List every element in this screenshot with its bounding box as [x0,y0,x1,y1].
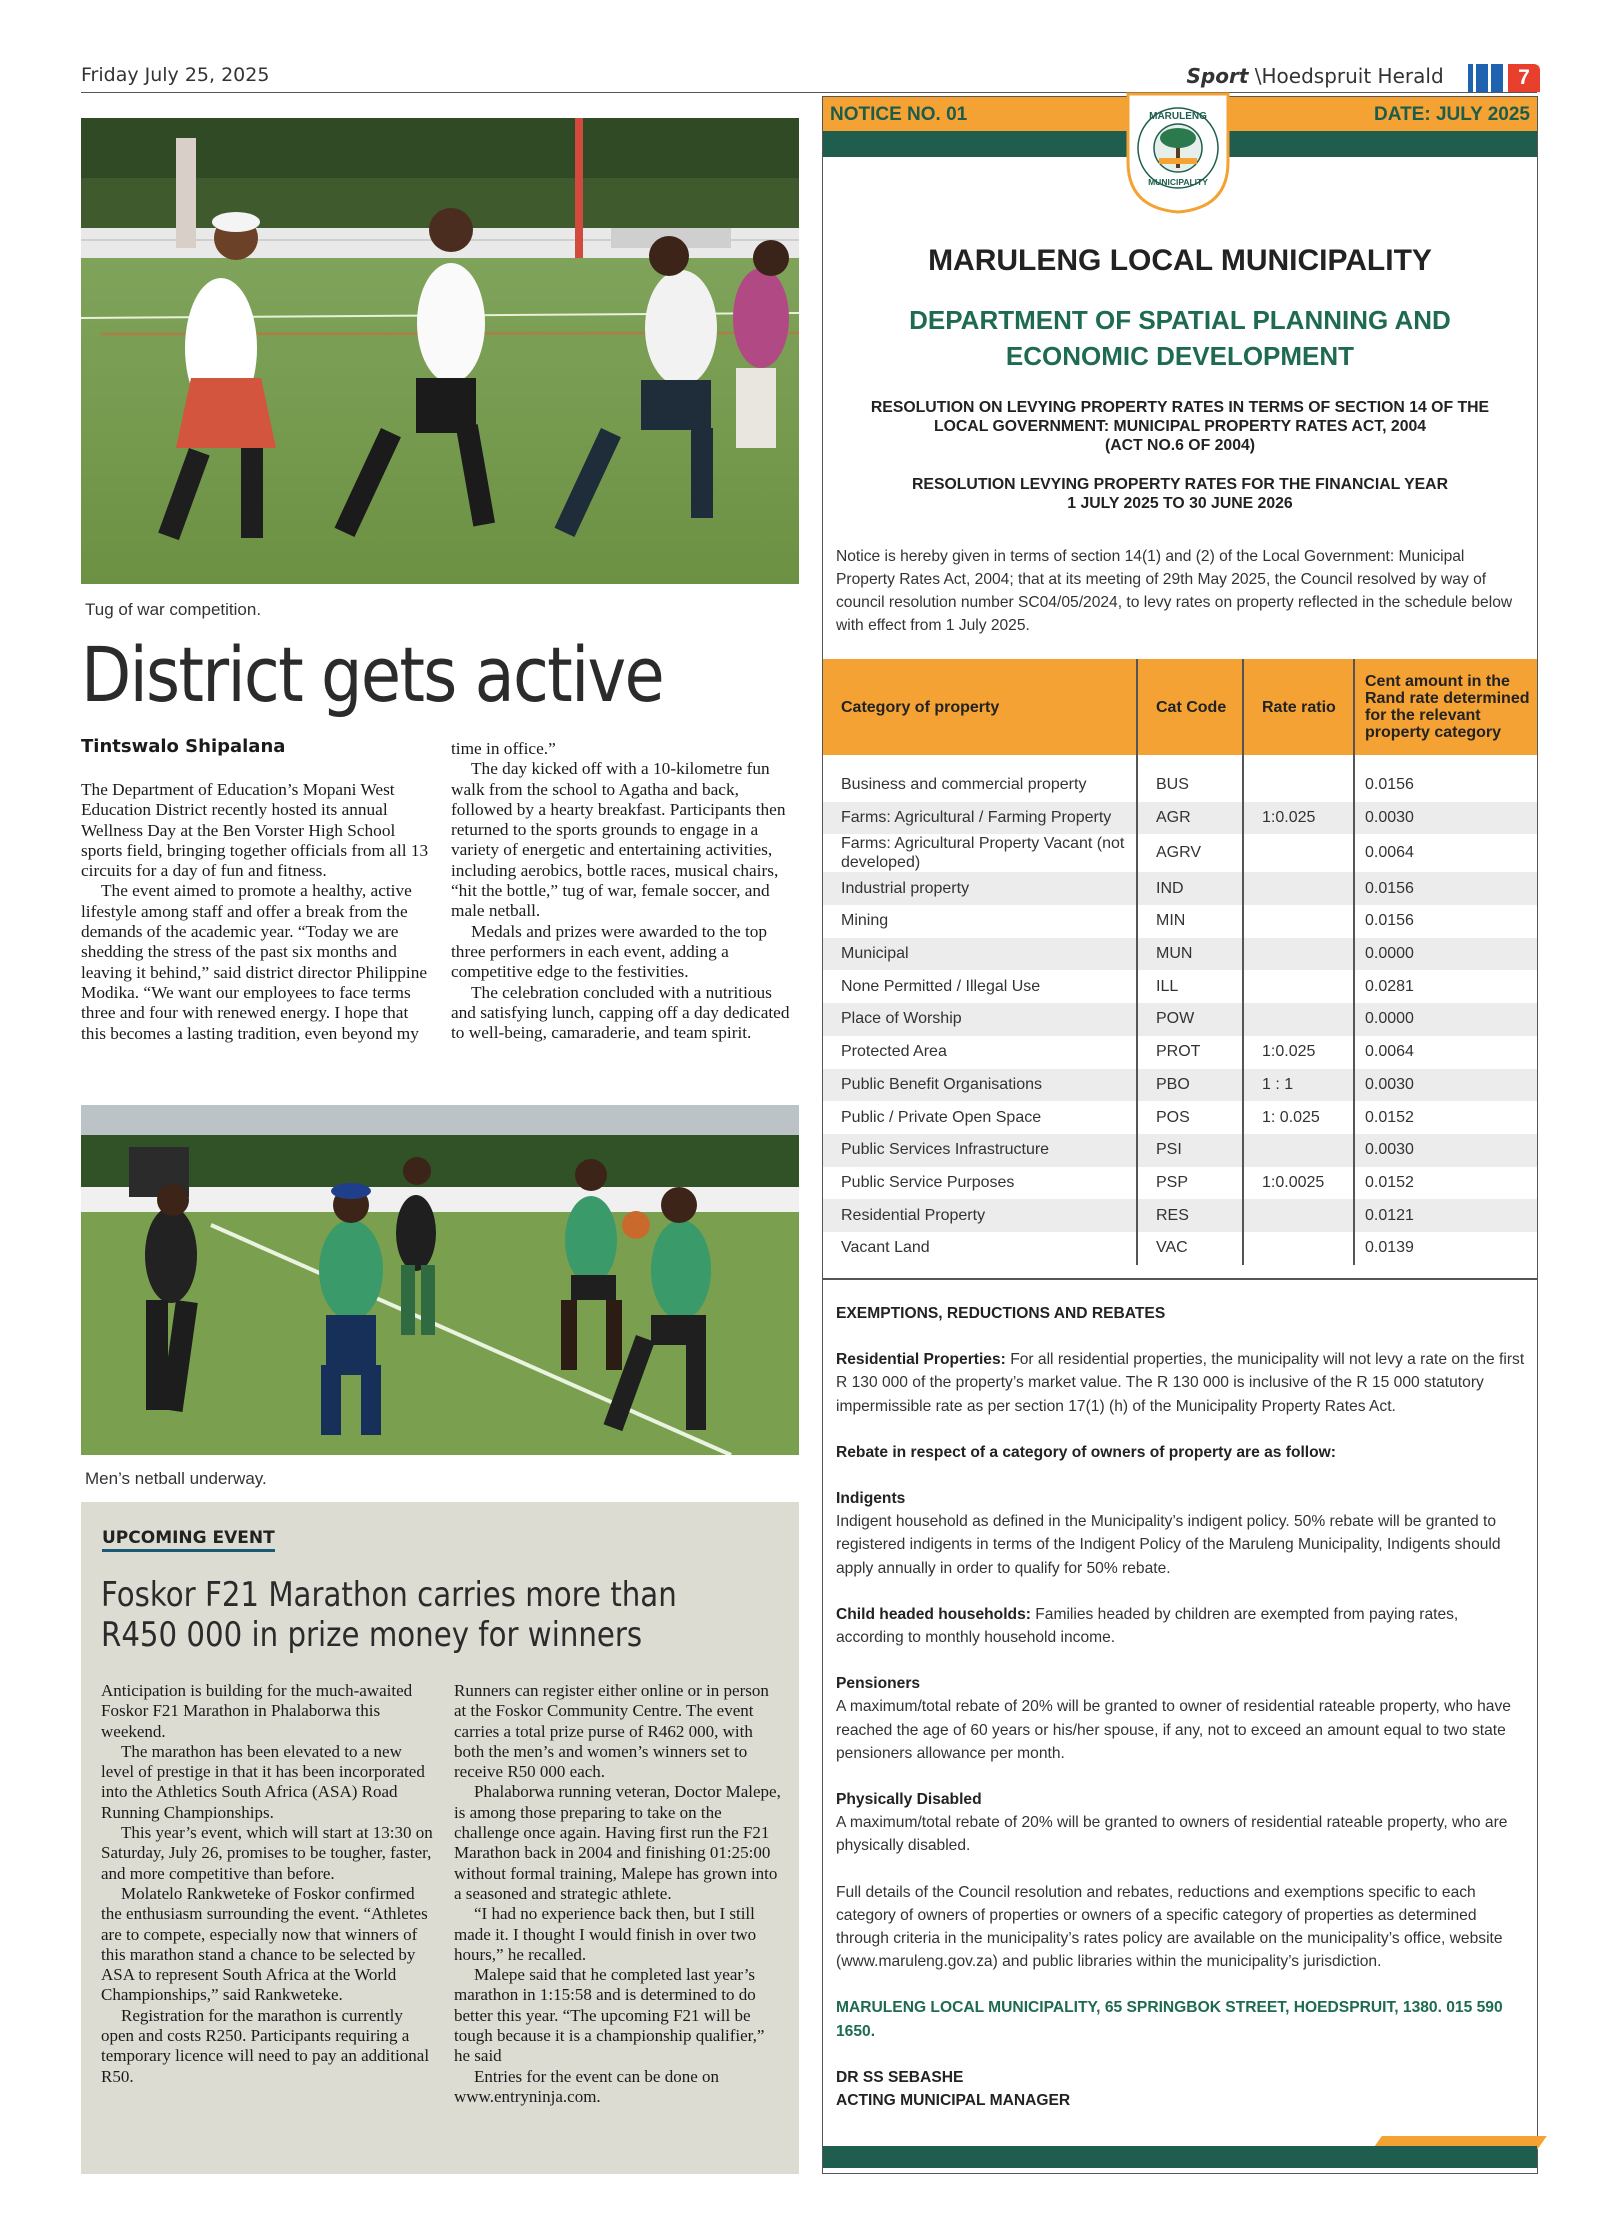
resolution-1-line-1: RESOLUTION ON LEVYING PROPERTY RATES IN TERMS OF SECTION 14 OF THE [870,399,1490,416]
article-headline: District gets active [81,630,663,719]
code-cell: MUN [1137,938,1243,971]
table-row [823,970,1537,1003]
ratio-cell [1243,1199,1354,1232]
code-cell: PBO [1137,1069,1243,1102]
table-header-cell: Category of property [823,659,1137,755]
page-number: 7 [1508,64,1540,92]
logo-top-text: MARULENG [1149,111,1207,122]
exemptions-heading: EXEMPTIONS, REDUCTIONS AND REBATES [836,1305,1166,1322]
notice-title: MARULENG LOCAL MUNICIPALITY [928,244,1432,277]
table-row [823,1101,1537,1134]
child-headed-text: Families headed by children are exempted from paying rates, according to monthly household income. [836,1605,1459,1647]
municipality-logo [1125,92,1231,214]
netball-caption: Men’s netball underway. [85,1469,267,1488]
code-cell: POS [1137,1101,1243,1134]
code-cell: AGRV [1137,834,1243,872]
table-row [823,872,1537,905]
pensioners-label: Pensioners [836,1675,921,1693]
full-details-paragraph: Full details of the Council resolution and rebates, reductions and exemptions specific to each category of owners of properties or owners of a specific category of properties as determined through criteria in the municipality’s rates policy are available on the municipality’s office, website (www.maruleng.gov.za) and public libraries within the municipality’s jurisdiction. [836,1883,1503,1971]
rebate-heading: Rebate in respect of a category of owners of property are as follow: [836,1443,1336,1461]
table-row [823,905,1537,938]
category-cell: Farms: Agricultural / Farming Property [823,802,1137,835]
cent-amount-cell: 0.0030 [1354,1134,1537,1167]
code-cell: VAC [1137,1232,1243,1265]
ratio-cell: 1:0.0025 [1243,1167,1354,1200]
table-header-row [823,659,1537,755]
notice-department [822,302,1538,374]
ratio-cell [1243,834,1354,872]
article-byline: Tintswalo Shipalana [81,736,286,757]
upcoming-paragraph: Malepe said that he completed last year’s marathon in 1:15:58 and is determined to do better this year. “The upcoming F21 will be tough because it is a championship qualifier,” he said [454,1965,765,2066]
notice-date: DATE: JULY 2025 [1374,104,1530,125]
cent-amount-cell: 0.0152 [1354,1167,1537,1200]
table-row [823,802,1537,835]
category-cell: Mining [841,912,889,930]
category-cell: Municipal [823,938,1137,971]
cent-amount-cell: 0.0000 [1354,1003,1537,1036]
disabled-label: Physically Disabled [836,1791,982,1809]
cent-amount-cell: 0.0156 [1354,755,1537,802]
category-cell: Vacant Land [841,1239,930,1257]
upcoming-event-title: Foskor F21 Marathon carries more than R450 000 in prize money for winners [101,1575,677,1655]
code-cell: POW [1137,1003,1243,1036]
tug-of-war-photo [81,118,799,584]
notice-footer-green [823,2146,1537,2168]
indigents-label: Indigents [836,1490,906,1508]
category-cell: Residential Property [823,1199,1137,1232]
pensioners-text: A maximum/total rebate of 20% will be granted to owner of residential rateable property, who have reached the age of 60 years or his/her spouse, if any, not to exceed an amount equal to two state pensioners allowance per month. [836,1698,1511,1762]
cent-amount-cell: 0.0000 [1354,938,1537,971]
pensioners-paragraph [836,1672,1526,1765]
ratio-cell [1243,970,1354,1003]
header-rule [81,92,1537,93]
table-row [823,938,1537,971]
upcoming-event-label: UPCOMING EVENT [102,1528,275,1552]
department-line-2: ECONOMIC DEVELOPMENT [1005,341,1355,371]
table-header-cell: Rate ratio [1243,659,1354,755]
table-row [823,1199,1537,1232]
cent-amount-cell: 0.0156 [1354,905,1537,938]
upcoming-paragraph: Phalaborwa running veteran, Doctor Malepe, is among those preparing to take on the challenge once again. Having first run the F21 Marathon back in 2004 and finishing 01:25:00 without formal training, Malepe has grown into a seasoned and strategic athlete. [454,1782,781,1903]
property-rates-table [823,659,1537,1265]
residential-text: For all residential properties, the municipality will not levy a rate on the first R 130 000 of the property’s market value. The R 130 000 is inclusive of the R 15 000 statutory impermissible rate as per section 17(1) (h) of the Municipality Property Rates Act. [836,1351,1525,1415]
table-row [823,1134,1537,1167]
logo-bottom-text: MUNICIPALITY [1148,177,1208,187]
paper-name: Hoedspruit Herald [1261,64,1444,88]
table-row [823,1003,1537,1036]
category-cell: Public Service Purposes [841,1173,1015,1191]
resolution-2-line-2: 1 JULY 2025 TO 30 JUNE 2026 [1067,495,1293,512]
ratio-cell [1243,1003,1354,1036]
upcoming-paragraph: Registration for the marathon is currently open and costs R250. Participants requiring a temporary licence will need to pay an additional R50. [101,2005,430,2086]
ratio-cell [1243,755,1354,802]
code-cell: PSI [1137,1134,1243,1167]
article-paragraph: Medals and prizes were awarded to the top three performers in each event, adding a competitive edge to the festivities. [451,921,768,982]
code-cell: PSP [1137,1167,1243,1200]
code-cell: PROT [1137,1036,1243,1069]
resolution-heading-1 [822,398,1538,455]
article-paragraph: time in office.” [451,739,556,758]
table-row [823,834,1537,872]
upcoming-paragraph: This year’s event, which will start at 13:30 on Saturday, July 26, promises to be tougher, faster, and more competitive than before. [101,1823,433,1883]
table-header-cell: Cent amount in the Rand rate determined for the relevant property category [1354,659,1537,755]
category-cell: Business and commercial property [841,776,1087,794]
code-cell: RES [1137,1199,1243,1232]
category-cell: Place of Worship [823,1003,1137,1036]
table-header-cell: Cat Code [1137,659,1243,755]
cent-amount-cell: 0.0030 [1354,1069,1537,1102]
indigents-paragraph [836,1487,1526,1580]
article-paragraph: The event aimed to promote a healthy, active lifestyle among staff and offer a break from the demands of the academic year. “Today we are shedding the stress of the past six months and leaving it behind,” said district director Philippine Modika. “We want our employees to face terms three and four with renewed energy. I hope that this becomes a lasting tradition, even beyond my [81,881,428,1043]
article-paragraph: The day kicked off with a 10-kilometre fun walk from the school to Agatha and back, followed by a hearty breakfast. Participants then returned to the sports grounds to engage in a variety of energetic and entertaining activities, including aerobics, bottle races, musical chairs, “hit the bottle,” tug of war, female soccer, and male netball. [451,759,786,921]
issue-date: Friday July 25, 2025 [81,64,270,86]
upcoming-paragraph: The marathon has been elevated to a new level of prestige in that it has been incorporated into the Athletics South Africa (ASA) Road Running Championships. [101,1741,425,1822]
section-header [1187,64,1500,88]
table-row [823,1167,1537,1200]
disabled-text: A maximum/total rebate of 20% will be granted to owners of residential rateable property, who are physically disabled. [836,1814,1508,1855]
cent-amount-cell: 0.0152 [1354,1101,1537,1134]
cent-amount-cell: 0.0281 [1354,970,1537,1003]
signatory-name: DR SS SEBASHE [836,2068,964,2086]
notice-intro: Notice is hereby given in terms of section 14(1) and (2) of the Local Government: Municipal Property Rates Act, 2004; that at its meeting of 29th May 2025, the Council resolved by way of council resolution number SC04/05/2024, to levy rates on property reflected in the schedule below with effect from 1 July 2025. [836,548,1513,634]
resolution-heading-2 [822,475,1538,513]
article-column-1 [81,780,429,1044]
resolution-1-line-3: (ACT NO.6 OF 2004) [1104,437,1256,454]
ratio-cell [1243,938,1354,971]
cent-amount-cell: 0.0064 [1354,1036,1537,1069]
table-row [823,1036,1537,1069]
ratio-cell: 1 : 1 [1243,1069,1354,1102]
notice-number: NOTICE NO. 01 [830,104,968,125]
tug-of-war-caption: Tug of war competition. [85,600,262,619]
article-paragraph: The celebration concluded with a nutritious and satisfying lunch, capping off a day dedicated to well-being, camaraderie, and team spirit. [451,982,790,1043]
cent-amount-cell: 0.0139 [1354,1232,1537,1265]
code-cell: MIN [1137,905,1243,938]
table-row [823,755,1537,802]
section-separator: \ [1254,64,1262,88]
upcoming-paragraph: “I had no experience back then, but I still made it. I thought I would finish in over two hours,” he recalled. [454,1904,757,1964]
ratio-cell [1243,1134,1354,1167]
child-headed-paragraph [836,1603,1526,1649]
upcoming-column-2 [454,1681,784,2107]
category-cell: Public Benefit Organisations [823,1069,1137,1102]
ratio-cell [1243,872,1354,905]
table-row [823,1069,1537,1102]
netball-photo [81,1105,799,1455]
ratio-cell: 1: 0.025 [1243,1101,1354,1134]
category-cell: Public Services Infrastructure [823,1134,1137,1167]
residential-paragraph [836,1348,1526,1418]
department-line-1: DEPARTMENT OF SPATIAL PLANNING AND [909,305,1451,335]
disabled-paragraph [836,1788,1526,1858]
resolution-2-line-1: RESOLUTION LEVYING PROPERTY RATES FOR THE FINANCIAL YEAR [912,476,1448,493]
code-cell: ILL [1137,970,1243,1003]
contact-details: MARULENG LOCAL MUNICIPALITY, 65 SPRINGBOK STREET, HOEDSPRUIT, 1380. 015 590 1650. [836,1999,1503,2040]
category-cell: Farms: Agricultural Property Vacant (not developed) [841,835,1125,872]
upcoming-paragraph: Runners can register either online or in person at the Foskor Community Centre. The event carries a total prize purse of R462 000, with both the men’s and women’s winners set to receive R50 000 each. [454,1681,769,1782]
category-cell: Protected Area [841,1043,947,1061]
category-cell: Industrial property [823,872,1137,905]
indigents-text: Indigent household as defined in the Municipality’s indigent policy. 50% rebate will be granted to registered indigents in terms of the Indigent Policy of the Maruleng Municipality, Indigents should apply annually in order to qualify for 50% rebate. [836,1513,1501,1577]
ratio-cell [1243,1232,1354,1265]
category-cell: Public / Private Open Space [841,1108,1042,1126]
residential-label: Residential Properties: [836,1351,1006,1369]
article-column-2 [451,739,799,1043]
upcoming-paragraph: Entries for the event can be done on www.entryninja.com. [454,2066,719,2106]
code-cell: BUS [1137,755,1243,802]
code-cell: AGR [1137,802,1243,835]
resolution-1-line-2: LOCAL GOVERNMENT: MUNICIPAL PROPERTY RATES ACT, 2004 [933,418,1427,435]
ratio-cell: 1:0.025 [1243,802,1354,835]
upcoming-paragraph: Molatelo Rankweteke of Foskor confirmed the enthusiasm surrounding the event. “Athletes are to compete, especially now that winners of this marathon stand a chance to be selected by ASA to represent South Africa at the World Championships,” said Rankweteke. [101,1883,428,2005]
category-cell: None Permitted / Illegal Use [841,977,1041,995]
header-color-bars [1468,64,1503,92]
upcoming-paragraph: Anticipation is building for the much-awaited Foskor F21 Marathon in Phalaborwa this weekend. [101,1681,413,1741]
section-name: Sport [1186,64,1249,88]
child-headed-label: Child headed households: [836,1605,1031,1623]
cent-amount-cell: 0.0064 [1354,834,1537,872]
exemptions-section [836,1302,1526,2112]
article-paragraph: The Department of Education’s Mopani West Education District recently hosted its annual Wellness Day at the Ben Vorster High School sports field, bringing together officials from all 13 circuits for a day of fun and fitness. [81,780,429,881]
cent-amount-cell: 0.0156 [1354,872,1537,905]
table-bottom-rule [823,1278,1537,1280]
ratio-cell [1243,905,1354,938]
table-row [823,1232,1537,1265]
signatory-title: ACTING MUNICIPAL MANAGER [836,2092,1071,2110]
cent-amount-cell: 0.0030 [1354,802,1537,835]
code-cell: IND [1137,872,1243,905]
ratio-cell: 1:0.025 [1243,1036,1354,1069]
cent-amount-cell: 0.0121 [1354,1199,1537,1232]
upcoming-column-1 [101,1681,433,2087]
